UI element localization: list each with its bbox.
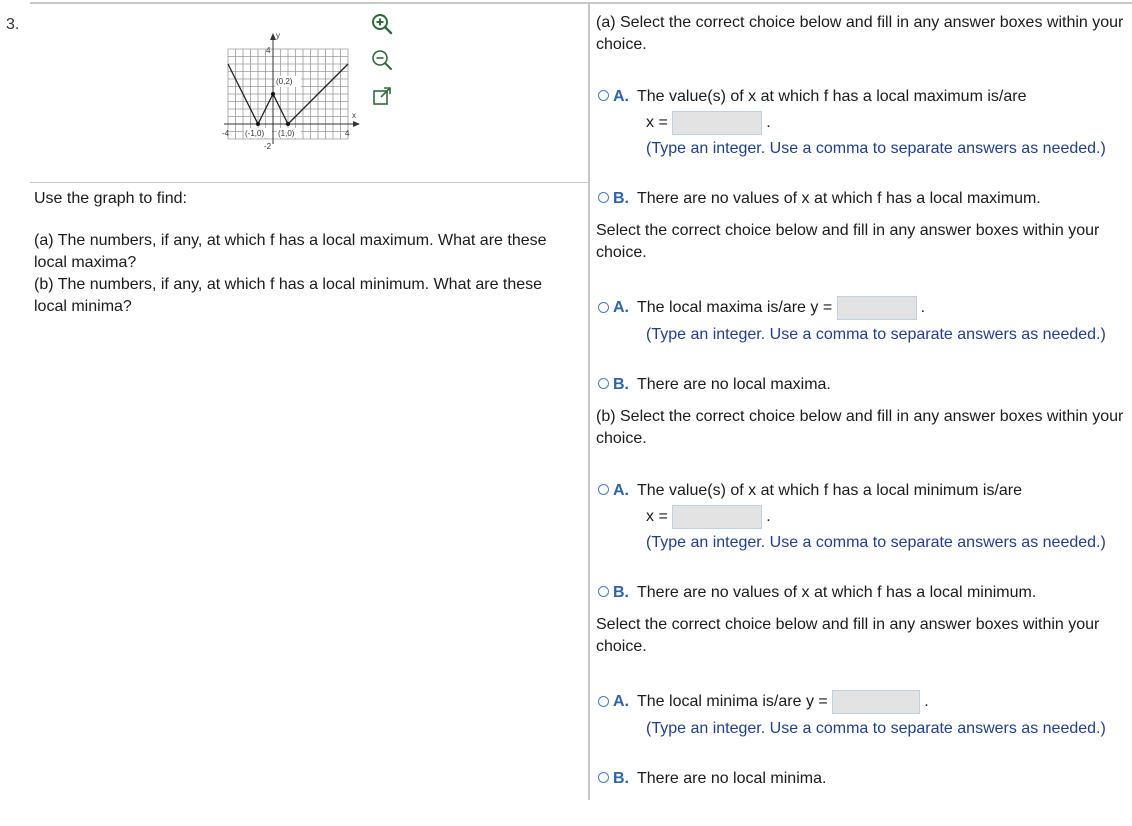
answer-prefix: x = (646, 508, 668, 526)
point-min-right (286, 122, 290, 126)
choice-text: There are no values of x at which f has a local maximum. (637, 190, 1041, 207)
choice-text: There are no local maxima. (637, 376, 831, 393)
answer-period: . (766, 114, 771, 132)
part-a1-hint: (Type an integer. Use a comma to separate answers as needed.) (646, 140, 1106, 157)
part-a2-hint: (Type an integer. Use a comma to separate answers as needed.) (646, 326, 1106, 343)
question-prompt (34, 188, 579, 318)
choice-letter: A. (613, 299, 629, 317)
part-a2-heading: Select the correct choice below and fill in any answer boxes within your choice. (596, 222, 1100, 261)
choice-letter: A. (613, 482, 629, 499)
question-number: 3. (6, 16, 20, 33)
choice-letter: B. (613, 190, 629, 207)
prompt-part-a: (a) The numbers, if any, at which f has a local maximum. What are these local maxima? (34, 232, 547, 271)
choice-text: The value(s) of x at which f has a local maximum is/are (637, 88, 1027, 105)
part-b1-answer-input[interactable] (672, 505, 762, 529)
part-a1-answer-line (646, 111, 771, 135)
part-b2-choice-a[interactable] (598, 690, 1126, 714)
y-axis-label: y (276, 31, 280, 40)
part-a1-answer-input[interactable] (672, 111, 762, 135)
choice-text: The value(s) of x at which f has a local minimum is/are (637, 482, 1023, 499)
point-min-right-label: (1,0) (278, 129, 295, 138)
choice-text: The local minima is/are y = (637, 693, 828, 711)
answer-period: . (924, 693, 929, 711)
choice-letter: B. (613, 376, 629, 393)
part-b1-hint: (Type an integer. Use a comma to separate answers as needed.) (646, 534, 1106, 551)
y-tick-bottom: -2 (264, 142, 272, 151)
left-divider (30, 182, 588, 183)
popout-icon[interactable] (370, 84, 394, 108)
part-a2-choice-b[interactable] (598, 374, 1126, 396)
graph (218, 14, 428, 164)
answer-period: . (766, 508, 771, 526)
part-a1-choice-a[interactable] (598, 86, 1126, 108)
part-a1-choice-b[interactable] (598, 188, 1126, 210)
point-min-left (256, 122, 260, 126)
radio-button[interactable] (598, 586, 609, 597)
answer-prefix: x = (646, 114, 668, 132)
radio-button[interactable] (598, 378, 609, 389)
choice-letter: B. (613, 770, 629, 787)
radio-button[interactable] (598, 772, 609, 783)
part-b1-choice-a[interactable] (598, 480, 1126, 502)
part-a2-choice-a[interactable] (598, 296, 1126, 320)
part-b2-hint: (Type an integer. Use a comma to separate answers as needed.) (646, 720, 1106, 737)
choice-text: There are no local minima. (637, 770, 827, 787)
choice-text: The local maxima is/are y = (637, 299, 833, 317)
point-max-label: (0,2) (276, 77, 293, 86)
choice-text: There are no values of x at which f has a local minimum. (637, 584, 1037, 601)
choice-letter: A. (613, 88, 629, 105)
part-b1-heading: (b) Select the correct choice below and fill in any answer boxes within your choice. (596, 408, 1124, 447)
point-max (271, 92, 275, 96)
choice-letter: A. (613, 693, 629, 711)
part-b1-answer-line (646, 505, 771, 529)
radio-button[interactable] (598, 484, 609, 495)
point-min-left-label: (-1,0) (245, 129, 265, 138)
x-tick-right: 4 (345, 129, 350, 138)
answer-period: . (920, 299, 926, 317)
part-b2-answer-input[interactable] (832, 690, 920, 714)
x-tick-left: -4 (222, 129, 230, 138)
radio-button[interactable] (598, 302, 609, 313)
part-b1-choice-b[interactable] (598, 582, 1126, 604)
zoom-in-icon[interactable] (370, 12, 394, 36)
prompt-intro: Use the graph to find: (34, 190, 187, 207)
panel-divider (588, 4, 590, 800)
graph-tools (370, 12, 396, 120)
y-tick-top: 4 (266, 46, 271, 55)
prompt-part-b: (b) The numbers, if any, at which f has a local minimum. What are these local minima? (34, 276, 543, 315)
zoom-out-icon[interactable] (370, 48, 394, 72)
graph-svg (218, 14, 368, 154)
radio-button[interactable] (598, 696, 609, 707)
x-axis-arrow (353, 121, 360, 127)
part-a2-answer-input[interactable] (837, 296, 917, 320)
choice-letter: B. (613, 584, 629, 601)
x-axis-label: x (352, 111, 356, 120)
part-b2-heading: Select the correct choice below and fill in any answer boxes within your choice. (596, 616, 1100, 655)
radio-button[interactable] (598, 90, 609, 101)
part-a1-heading: (a) Select the correct choice below and fill in any answer boxes within your choice. (596, 14, 1124, 53)
radio-button[interactable] (598, 192, 609, 203)
part-b2-choice-b[interactable] (598, 768, 1126, 790)
